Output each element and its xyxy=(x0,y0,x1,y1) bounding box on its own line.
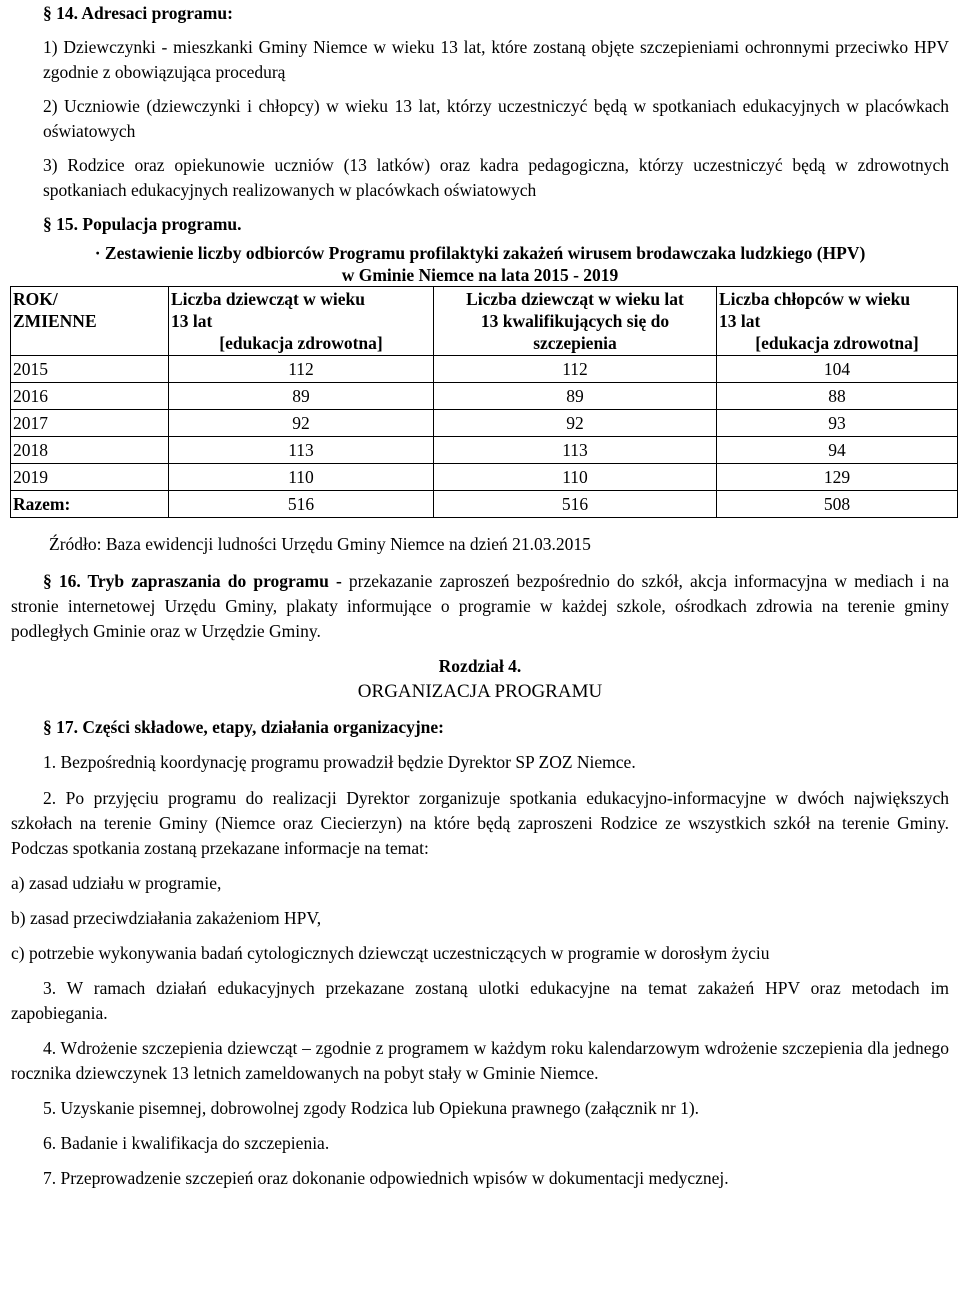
sec14-item-3: 3) Rodzice oraz opiekunowie uczniów (13 latków) oraz kadra pedagogiczna, którzy uczestniczyć będą w zdrowotnych spotkaniach edukacyjnych realizowanych w placówkach oświatowych xyxy=(43,155,949,200)
row-girls-vacc: 112 xyxy=(434,356,717,383)
row-year: 2015 xyxy=(11,356,169,383)
header-year xyxy=(11,287,169,356)
table-row xyxy=(11,410,958,437)
document-page xyxy=(11,0,949,1191)
table-row xyxy=(11,437,958,464)
header-girls-line3: [edukacja zdrowotna] xyxy=(219,333,383,353)
row-girls-edu: 113 xyxy=(169,437,434,464)
row-boys-edu: 104 xyxy=(717,356,958,383)
table-caption-line1: · Zestawienie liczby odbiorców Programu profilaktyki zakażeń wirusem brodawczaka ludzkiego (HPV) xyxy=(94,243,866,263)
recipients-table xyxy=(10,286,958,518)
row-boys-edu: 93 xyxy=(717,410,958,437)
header-girls-line2: 13 lat xyxy=(171,311,213,331)
table-source: Źródło: Baza ewidencji ludności Urzędu Gminy Niemce na dzień 21.03.2015 xyxy=(49,534,591,554)
chapter-title: ORGANIZACJA PROGRAMU xyxy=(357,681,603,702)
header-girls-education xyxy=(169,287,434,356)
header-vacc-line2: 13 kwalifikujących się do xyxy=(480,311,670,331)
table-row xyxy=(11,383,958,410)
row-girls-vacc: 113 xyxy=(434,437,717,464)
header-boys-line3: [edukacja zdrowotna] xyxy=(755,333,919,353)
row-total-label: Razem: xyxy=(11,491,169,518)
header-girls-line1: Liczba dziewcząt w wieku xyxy=(171,289,365,309)
row-girls-vacc: 89 xyxy=(434,383,717,410)
row-year: 2017 xyxy=(11,410,169,437)
section-16-text: przekazanie zaproszeń bezpośrednio do szkół, akcja informacyjna w mediach i na stronie internetowej Urzędu Gminy, plakaty informujące o programie w każdej szkole, ośrodkach zdrowia na terenie gminy podległych Gminie oraz w Urzędzie Gminy. xyxy=(11,571,949,641)
row-year: 2018 xyxy=(11,437,169,464)
row-girls-edu: 89 xyxy=(169,383,434,410)
sec17-point-5: 5. Uzyskanie pisemnej, dobrowolnej zgody Rodzica lub Opiekuna prawnego (załącznik nr 1). xyxy=(43,1098,700,1118)
row-total-boys-edu: 508 xyxy=(717,491,958,518)
section-16-title: § 16. Tryb zapraszania do programu - xyxy=(43,571,342,591)
sec17-point-2c: c) potrzebie wykonywania badań cytologicznych dziewcząt uczestniczących w programie w dorosłym życiu xyxy=(11,943,770,963)
section-14-title: § 14. Adresaci programu: xyxy=(43,3,233,23)
row-boys-edu: 129 xyxy=(717,464,958,491)
header-vacc-line1: Liczba dziewcząt w wieku lat xyxy=(466,289,684,309)
row-boys-edu: 94 xyxy=(717,437,958,464)
table-caption-line2: w Gminie Niemce na lata 2015 - 2019 xyxy=(341,265,619,285)
row-total-girls-vacc: 516 xyxy=(434,491,717,518)
table-row xyxy=(11,356,958,383)
sec17-point-1: 1. Bezpośrednią koordynację programu prowadził będzie Dyrektor SP ZOZ Niemce. xyxy=(43,752,636,772)
sec14-item-1: 1) Dziewczynki - mieszkanki Gminy Niemce w wieku 13 lat, które zostaną objęte szczepieniami ochronnymi przeciwko HPV zgodnie z obowiązująca procedurą xyxy=(43,37,949,82)
row-total-girls-edu: 516 xyxy=(169,491,434,518)
row-girls-vacc: 92 xyxy=(434,410,717,437)
sec17-point-6: 6. Badanie i kwalifikacja do szczepienia. xyxy=(43,1133,330,1153)
header-year-line1: ROK/ xyxy=(13,289,58,309)
row-girls-vacc: 110 xyxy=(434,464,717,491)
header-boys-line1: Liczba chłopców w wieku xyxy=(719,289,911,309)
row-girls-edu: 112 xyxy=(169,356,434,383)
table-total-row xyxy=(11,491,958,518)
sec17-point-2b: b) zasad przeciwdziałania zakażeniom HPV, xyxy=(11,908,322,928)
table-header-row xyxy=(11,287,958,356)
row-year: 2019 xyxy=(11,464,169,491)
sec17-point-2: 2. Po przyjęciu programu do realizacji Dyrektor zorganizuje spotkania edukacyjno-informacyjne w dwóch największych szkołach na terenie Gminy (Niemce oraz Ciecierzyn) na które będą zaproszeni Rodzice ze wszystkich szkół na terenie Gminy. Podczas spotkania zostaną przekazane informacje na temat: xyxy=(11,788,949,858)
row-girls-edu: 92 xyxy=(169,410,434,437)
table-caption xyxy=(11,242,949,286)
sec17-point-2a: a) zasad udziału w programie, xyxy=(11,873,222,893)
row-year: 2016 xyxy=(11,383,169,410)
header-girls-vaccination xyxy=(434,287,717,356)
section-15-title: § 15. Populacja programu. xyxy=(43,214,242,234)
sec17-point-3: 3. W ramach działań edukacyjnych przekazane zostaną ulotki edukacyjne na temat zakażeń HPV oraz metodach im zapobiegania. xyxy=(11,978,949,1023)
table-row xyxy=(11,464,958,491)
header-year-line2: ZMIENNE xyxy=(13,311,97,331)
row-girls-edu: 110 xyxy=(169,464,434,491)
chapter-number: Rozdział 4. xyxy=(438,656,522,676)
header-boys-line2: 13 lat xyxy=(719,311,761,331)
header-boys-education xyxy=(717,287,958,356)
section-17-title: § 17. Części składowe, etapy, działania organizacyjne: xyxy=(43,717,445,737)
row-boys-edu: 88 xyxy=(717,383,958,410)
section-16 xyxy=(11,569,949,644)
sec17-point-4: 4. Wdrożenie szczepienia dziewcząt – zgodnie z programem w każdym roku kalendarzowym wdrożenie szczepienia dla jednego rocznika dziewczynek 13 letnich zameldowanych na pobyt stały w Gminie Niemce. xyxy=(11,1038,949,1083)
sec17-point-7: 7. Przeprowadzenie szczepień oraz dokonanie odpowiednich wpisów w dokumentacji medycznej. xyxy=(43,1168,729,1188)
header-vacc-line3: szczepienia xyxy=(533,333,617,353)
sec14-item-2: 2) Uczniowie (dziewczynki i chłopcy) w wieku 13 lat, którzy uczestniczyć będą w spotkaniach edukacyjnych w placówkach oświatowych xyxy=(43,96,949,141)
